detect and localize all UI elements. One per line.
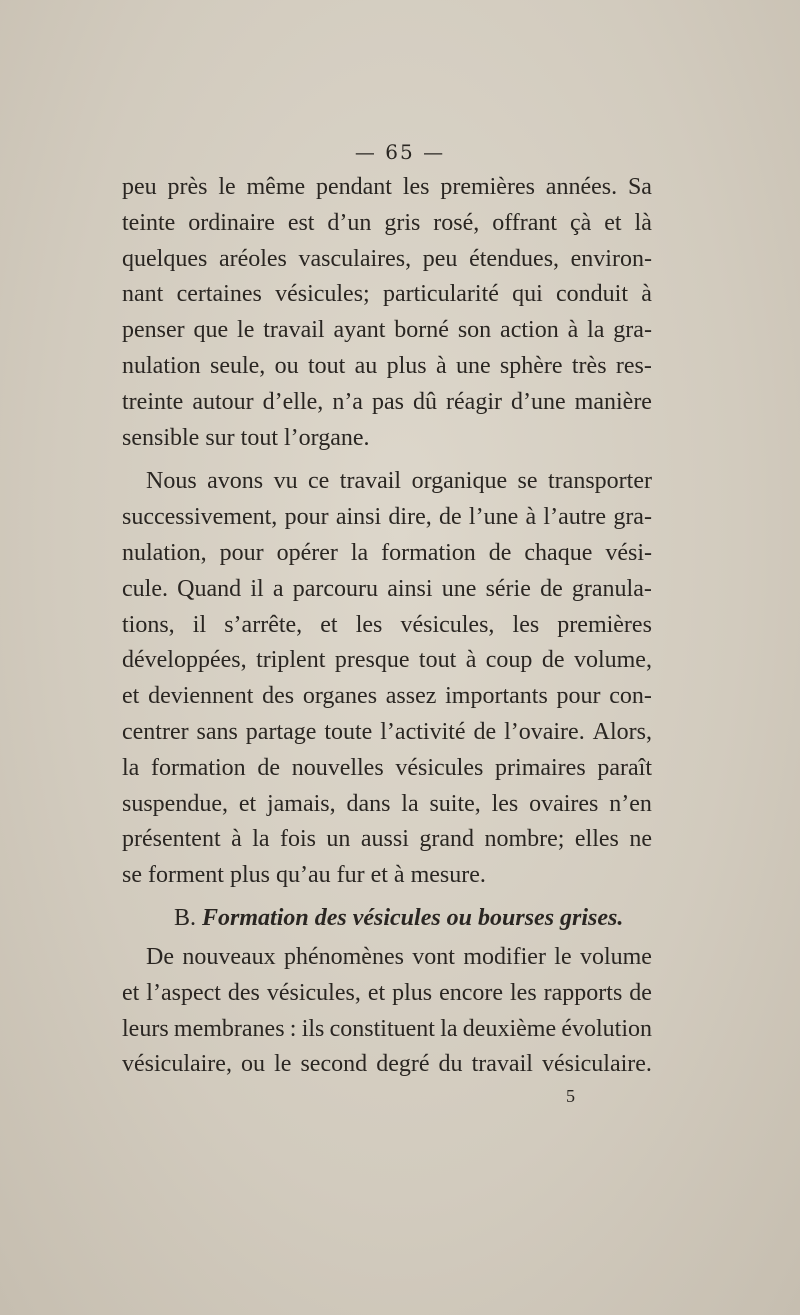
word: gra- bbox=[613, 317, 652, 344]
word: dû bbox=[413, 388, 437, 415]
word: son bbox=[457, 317, 492, 344]
word: jamais, bbox=[266, 790, 336, 817]
word: treinte bbox=[122, 388, 184, 415]
text-line bbox=[122, 206, 652, 242]
paragraph-1 bbox=[122, 170, 652, 456]
text-line bbox=[122, 170, 652, 206]
word: rapports bbox=[543, 979, 623, 1006]
word: gra- bbox=[613, 504, 652, 531]
word: une bbox=[441, 575, 477, 602]
word: l’activité bbox=[380, 718, 466, 745]
word: développées, bbox=[122, 647, 247, 674]
word: constituent bbox=[329, 1015, 435, 1042]
word: borné bbox=[394, 317, 449, 344]
word: de bbox=[541, 647, 565, 674]
word: sans bbox=[196, 718, 238, 745]
word: l’autre bbox=[543, 504, 607, 531]
word: cule. bbox=[122, 575, 168, 602]
word: grand bbox=[419, 826, 474, 853]
word: modifier bbox=[463, 943, 546, 970]
word: vési- bbox=[605, 539, 652, 566]
text-line bbox=[122, 976, 652, 1012]
word: d’une bbox=[511, 388, 566, 415]
word: de bbox=[629, 979, 652, 1006]
word: des bbox=[262, 683, 295, 710]
word: encore bbox=[439, 979, 504, 1006]
word: deuxième bbox=[462, 1015, 557, 1042]
text-line: sensible sur tout l’organe. bbox=[122, 424, 370, 451]
word: plus bbox=[392, 979, 433, 1006]
word: vont bbox=[412, 943, 455, 970]
word: le bbox=[237, 317, 255, 344]
word: granula- bbox=[571, 575, 652, 602]
signature-mark: 5 bbox=[566, 1086, 575, 1106]
text-line bbox=[122, 940, 652, 976]
word: paraît bbox=[597, 754, 652, 781]
word: le bbox=[218, 174, 236, 200]
word: d’elle, bbox=[262, 388, 324, 415]
word: la bbox=[401, 790, 419, 817]
word: organique bbox=[411, 468, 508, 495]
word: et bbox=[238, 790, 257, 817]
word: étendues, bbox=[469, 245, 560, 272]
word: suite, bbox=[429, 790, 481, 817]
word: Alors, bbox=[592, 718, 652, 745]
word: offrant bbox=[492, 209, 558, 236]
page-header: — 65 — bbox=[354, 140, 446, 164]
word: : bbox=[289, 1015, 297, 1042]
paragraph-3 bbox=[122, 940, 652, 1083]
word: penser bbox=[122, 317, 185, 344]
word: autour bbox=[192, 388, 254, 415]
word: premières bbox=[440, 174, 535, 200]
word: De bbox=[146, 943, 174, 970]
word: conduit bbox=[556, 281, 629, 308]
text-line: se forment plus qu’au fur et à mesure. bbox=[122, 862, 486, 889]
word: quelques bbox=[122, 245, 208, 272]
word: dire, bbox=[388, 504, 432, 531]
word: ou bbox=[274, 352, 299, 379]
word: tout bbox=[307, 352, 346, 379]
word: aussi bbox=[360, 826, 409, 853]
text-line bbox=[122, 313, 652, 349]
word: de bbox=[473, 718, 497, 745]
word: Quand bbox=[177, 575, 242, 602]
word: il bbox=[250, 575, 264, 602]
word: a bbox=[272, 575, 284, 602]
word: présentent bbox=[122, 826, 221, 853]
word: primaires bbox=[495, 754, 586, 781]
word: centrer bbox=[122, 718, 189, 745]
word: environ- bbox=[570, 245, 652, 272]
word: importants bbox=[445, 683, 548, 710]
text-line bbox=[122, 787, 652, 823]
word: ordinaire bbox=[188, 209, 275, 236]
text-line bbox=[122, 349, 652, 385]
text-line bbox=[122, 1047, 652, 1083]
word: plus bbox=[386, 352, 427, 379]
word: qui bbox=[512, 281, 543, 308]
word: du bbox=[438, 1051, 463, 1078]
word: et bbox=[604, 209, 622, 236]
text-line bbox=[122, 751, 652, 787]
word: rosé, bbox=[433, 209, 480, 236]
text-line bbox=[122, 536, 652, 572]
paragraph-2 bbox=[122, 464, 652, 894]
word: nulation bbox=[122, 352, 201, 379]
word: n’en bbox=[609, 790, 652, 817]
word: le bbox=[554, 943, 572, 970]
word: est bbox=[287, 209, 315, 236]
word: de bbox=[540, 575, 563, 602]
word: l’une bbox=[468, 504, 519, 531]
word: Nous bbox=[146, 468, 197, 495]
word: transporter bbox=[548, 468, 652, 495]
word: assez bbox=[385, 683, 437, 710]
word: un bbox=[326, 826, 351, 853]
word: de bbox=[257, 754, 280, 781]
word: années. bbox=[545, 174, 618, 200]
word: ovaires bbox=[529, 790, 599, 817]
word: et bbox=[367, 979, 386, 1006]
word: à bbox=[641, 281, 652, 308]
word: partage bbox=[245, 718, 317, 745]
word: membranes bbox=[173, 1015, 285, 1042]
word: tions, bbox=[122, 611, 175, 638]
word: phénomènes bbox=[283, 943, 404, 970]
word: la bbox=[252, 826, 270, 853]
word: certaines bbox=[176, 281, 262, 308]
word: parcouru bbox=[292, 575, 379, 602]
word: degré bbox=[376, 1051, 430, 1078]
word: nouvelles bbox=[291, 754, 384, 781]
text-line bbox=[122, 277, 652, 313]
text-line bbox=[122, 643, 652, 679]
word: travail bbox=[471, 1051, 533, 1078]
word: et bbox=[320, 611, 338, 638]
word: ayant bbox=[333, 317, 386, 344]
word: s’arrête, bbox=[224, 611, 303, 638]
word: l’ovaire. bbox=[504, 718, 585, 745]
word: et bbox=[122, 979, 140, 1006]
word: ne bbox=[629, 826, 652, 853]
text-line bbox=[122, 242, 652, 278]
text-line bbox=[122, 1012, 652, 1048]
word: de bbox=[488, 539, 512, 566]
word: aréoles bbox=[218, 245, 287, 272]
word: gris bbox=[384, 209, 421, 236]
word: peu bbox=[122, 174, 157, 200]
word: premières bbox=[557, 611, 652, 638]
word: travail bbox=[339, 468, 402, 495]
word: vésiculaire. bbox=[541, 1051, 652, 1078]
word: deviennent bbox=[148, 683, 254, 710]
word: manière bbox=[574, 388, 652, 415]
text-line bbox=[122, 385, 652, 421]
word: chaque bbox=[524, 539, 593, 566]
word: avons bbox=[207, 468, 264, 495]
text-line bbox=[122, 500, 652, 536]
word: à bbox=[567, 317, 579, 344]
word: le bbox=[274, 1051, 292, 1078]
word: très bbox=[571, 352, 607, 379]
word: série bbox=[485, 575, 531, 602]
word: volume, bbox=[573, 647, 652, 674]
word: suspendue, bbox=[122, 790, 228, 817]
word: volume bbox=[579, 943, 652, 970]
body-text bbox=[122, 170, 652, 1083]
word: les bbox=[491, 790, 519, 817]
word: à bbox=[435, 352, 447, 379]
word: une bbox=[455, 352, 491, 379]
section-heading bbox=[122, 896, 652, 940]
word: se bbox=[517, 468, 538, 495]
word: nulation, bbox=[122, 539, 207, 566]
section-title: Formation des vésicules ou bourses grises. bbox=[202, 904, 624, 931]
word: ainsi bbox=[387, 575, 433, 602]
word: vésicules, bbox=[400, 611, 495, 638]
word: et bbox=[122, 683, 140, 710]
word: ainsi bbox=[335, 504, 382, 531]
word: res- bbox=[615, 352, 652, 379]
word: les bbox=[512, 611, 540, 638]
word: vésicules, bbox=[266, 979, 361, 1006]
word: leurs bbox=[122, 1015, 169, 1042]
word: la bbox=[587, 317, 605, 344]
word: les bbox=[355, 611, 383, 638]
word: dans bbox=[346, 790, 391, 817]
word: travail bbox=[263, 317, 325, 344]
text-line bbox=[122, 608, 652, 644]
word: ils bbox=[301, 1015, 325, 1042]
word: tout bbox=[418, 647, 457, 674]
word: d’un bbox=[327, 209, 372, 236]
text-line bbox=[122, 679, 652, 715]
word: à bbox=[525, 504, 537, 531]
word: organes bbox=[302, 683, 378, 710]
word: n’a bbox=[332, 388, 363, 415]
word: à bbox=[465, 647, 477, 674]
word: triplent bbox=[256, 647, 326, 674]
word: de bbox=[439, 504, 462, 531]
word: évolution bbox=[561, 1015, 652, 1042]
word: ce bbox=[308, 468, 330, 495]
word: con- bbox=[609, 683, 652, 710]
word: nombre; bbox=[484, 826, 565, 853]
word: les bbox=[510, 979, 537, 1006]
word: successivement, bbox=[122, 504, 278, 531]
word: Sa bbox=[627, 174, 652, 200]
word: près bbox=[167, 174, 208, 200]
word: coup bbox=[485, 647, 533, 674]
word: là bbox=[634, 209, 652, 236]
word: la bbox=[122, 754, 140, 781]
word: même bbox=[246, 174, 306, 200]
word: nant bbox=[122, 281, 164, 308]
word: la bbox=[440, 1015, 458, 1042]
word: seule, bbox=[209, 352, 266, 379]
word: formation bbox=[151, 754, 246, 781]
word: pour bbox=[284, 504, 329, 531]
word: vésicules; bbox=[275, 281, 370, 308]
text-line bbox=[122, 572, 652, 608]
word: peu bbox=[422, 245, 458, 272]
word: vésicules bbox=[395, 754, 484, 781]
word: que bbox=[193, 317, 229, 344]
text-line bbox=[122, 822, 652, 858]
section-label: B. bbox=[174, 904, 197, 931]
word: vasculaires, bbox=[298, 245, 412, 272]
word: vésiculaire, bbox=[122, 1051, 232, 1078]
word: particularité bbox=[382, 281, 499, 308]
word: pour bbox=[556, 683, 601, 710]
word: sphère bbox=[499, 352, 563, 379]
word: teinte bbox=[122, 209, 176, 236]
word: formation bbox=[381, 539, 476, 566]
word: action bbox=[500, 317, 559, 344]
text-line bbox=[122, 464, 652, 500]
word: pas bbox=[371, 388, 404, 415]
word: presque bbox=[334, 647, 410, 674]
word: çà bbox=[570, 209, 592, 236]
word: second bbox=[300, 1051, 368, 1078]
word: pendant bbox=[315, 174, 392, 200]
word: opérer bbox=[276, 539, 338, 566]
word: toute bbox=[324, 718, 373, 745]
word: fois bbox=[279, 826, 316, 853]
word: il bbox=[192, 611, 207, 638]
word: au bbox=[354, 352, 378, 379]
word: les bbox=[402, 174, 430, 200]
word: vu bbox=[273, 468, 298, 495]
word: elles bbox=[574, 826, 619, 853]
word: des bbox=[227, 979, 260, 1006]
word: l’aspect bbox=[146, 979, 221, 1006]
word: ou bbox=[241, 1051, 266, 1078]
word: pour bbox=[219, 539, 264, 566]
word: nouveaux bbox=[182, 943, 276, 970]
word: à bbox=[231, 826, 242, 853]
word: la bbox=[350, 539, 369, 566]
word: réagir bbox=[446, 388, 502, 415]
text-line bbox=[122, 715, 652, 751]
